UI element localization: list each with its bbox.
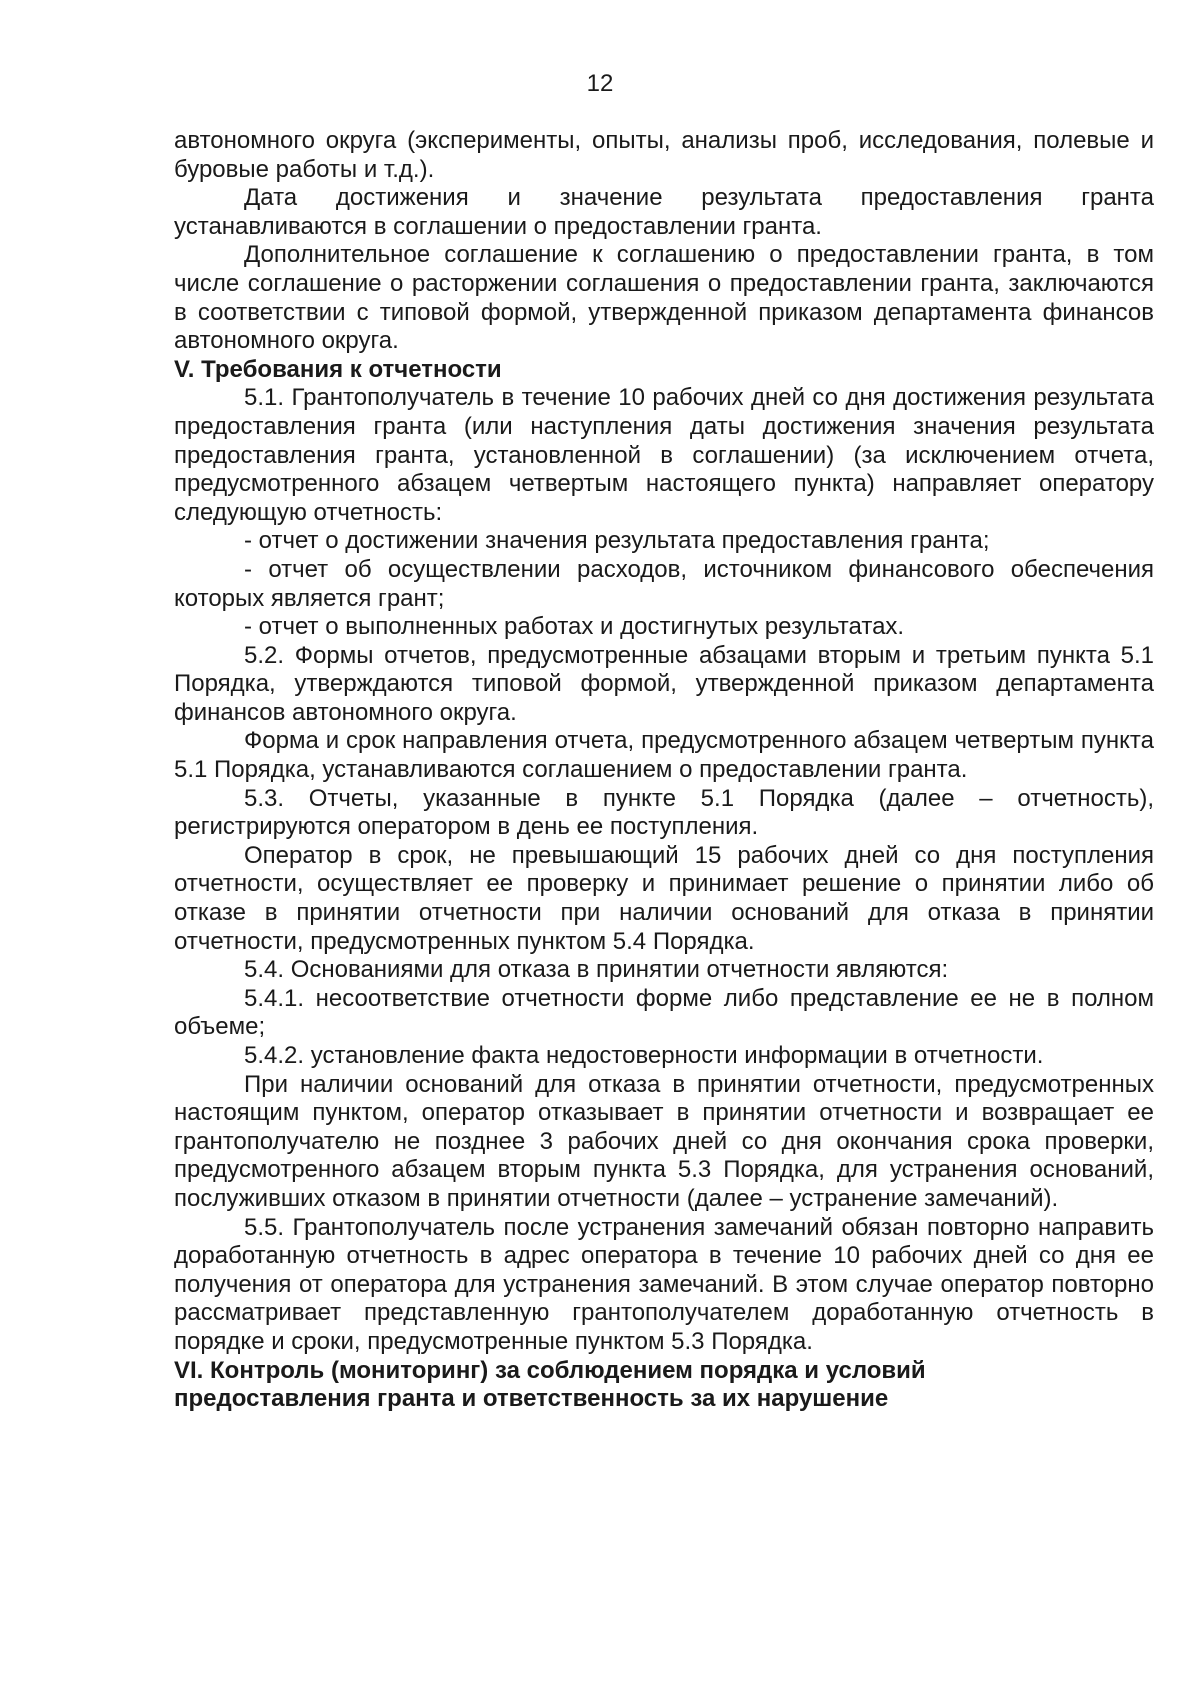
paragraph-5-2: 5.2. Формы отчетов, предусмотренные абзацами вторым и третьим пункта 5.1 Порядка, утверждаются типовой формой, утвержденной приказом департамента финансов автономного округа. [174,641,1154,726]
paragraph-5-1: 5.1. Грантополучатель в течение 10 рабочих дней со дня достижения результата предоставления гранта (или наступления даты достижения значения результата предоставления гранта, установленной в соглашении) (за исключением отчета, предусмотренного абзацем четвертым настоящего пункта) направляет оператору следующую отчетность: [174,384,1154,526]
paragraph-5-4-2: 5.4.2. установление факта недостоверности информации в отчетности. [244,1042,1044,1069]
page-number: 12 [586,70,614,97]
list-item-report-1: - отчет о достижении значения результата предоставления гранта; [244,527,990,555]
list-item-report-2: - отчет об осуществлении расходов, источником финансового обеспечения которых является грант; [174,555,1154,612]
section-6-heading-line-1: VI. Контроль (мониторинг) за соблюдением порядка и условий [174,1356,926,1384]
paragraph-5-5: 5.5. Грантополучатель после устранения замечаний обязан повторно направить доработанную отчетность в адрес оператора в течение 10 рабочих дней со дня ее получения от оператора для устранения замечаний. В этом случае оператор повторно рассматривает представленную грантополучателем доработанную отчетность в порядке и сроки, предусмотренные пунктом 5.3 Порядка. [174,1213,1154,1355]
paragraph-5-3: 5.3. Отчеты, указанные в пункте 5.1 Порядка (далее – отчетность), регистрируются оператором в день ее поступления. [174,784,1154,841]
paragraph-5-4-1: 5.4.1. несоответствие отчетности форме либо представление ее не в полном объеме; [174,984,1154,1041]
paragraph-intro-3: Дополнительное соглашение к соглашению о предоставлении гранта, в том числе соглашение о расторжении соглашения о предоставлении гранта, заключаются в соответствии с типовой формой, утвержденной приказом департамента финансов автономного округа. [174,241,1154,355]
paragraph-5-2-form: Форма и срок направления отчета, предусмотренного абзацем четвертым пункта 5.1 Порядка, устанавливаются соглашением о предоставлении гранта. [174,727,1154,784]
section-6-heading-line-2: предоставления гранта и ответственность за их нарушение [174,1385,889,1413]
paragraph-5-3-review: Оператор в срок, не превышающий 15 рабочих дней со дня поступления отчетности, осуществляет ее проверку и принимает решение о принятии либо об отказе в принятии отчетности при наличии оснований для отказа в принятии отчетности, предусмотренных пунктом 5.4 Порядка. [174,841,1154,955]
document-body [174,127,1154,1414]
paragraph-5-4: 5.4. Основаниями для отказа в принятии отчетности являются: [244,956,949,984]
paragraph-intro-2: Дата достижения и значение результата предоставления гранта устанавливаются в соглашении о предоставлении гранта. [174,184,1154,240]
paragraph-intro-1: автономного округа (эксперименты, опыты, анализы проб, исследования, полевые и буровые работы и т.д.). [174,127,1154,183]
list-item-report-3: - отчет о выполненных работах и достигнутых результатах. [244,613,905,641]
paragraph-5-4-refusal: При наличии оснований для отказа в принятии отчетности, предусмотренных настоящим пунктом, оператор отказывает в принятии отчетности и возвращает ее грантополучателю не позднее 3 рабочих дней со дня окончания срока проверки, предусмотренного абзацем вторым пункта 5.3 Порядка, для устранения оснований, послуживших отказом в принятии отчетности (далее – устранение замечаний). [174,1070,1154,1212]
section-6-heading [174,1357,1154,1414]
section-5-heading: V. Требования к отчетности [174,355,502,383]
